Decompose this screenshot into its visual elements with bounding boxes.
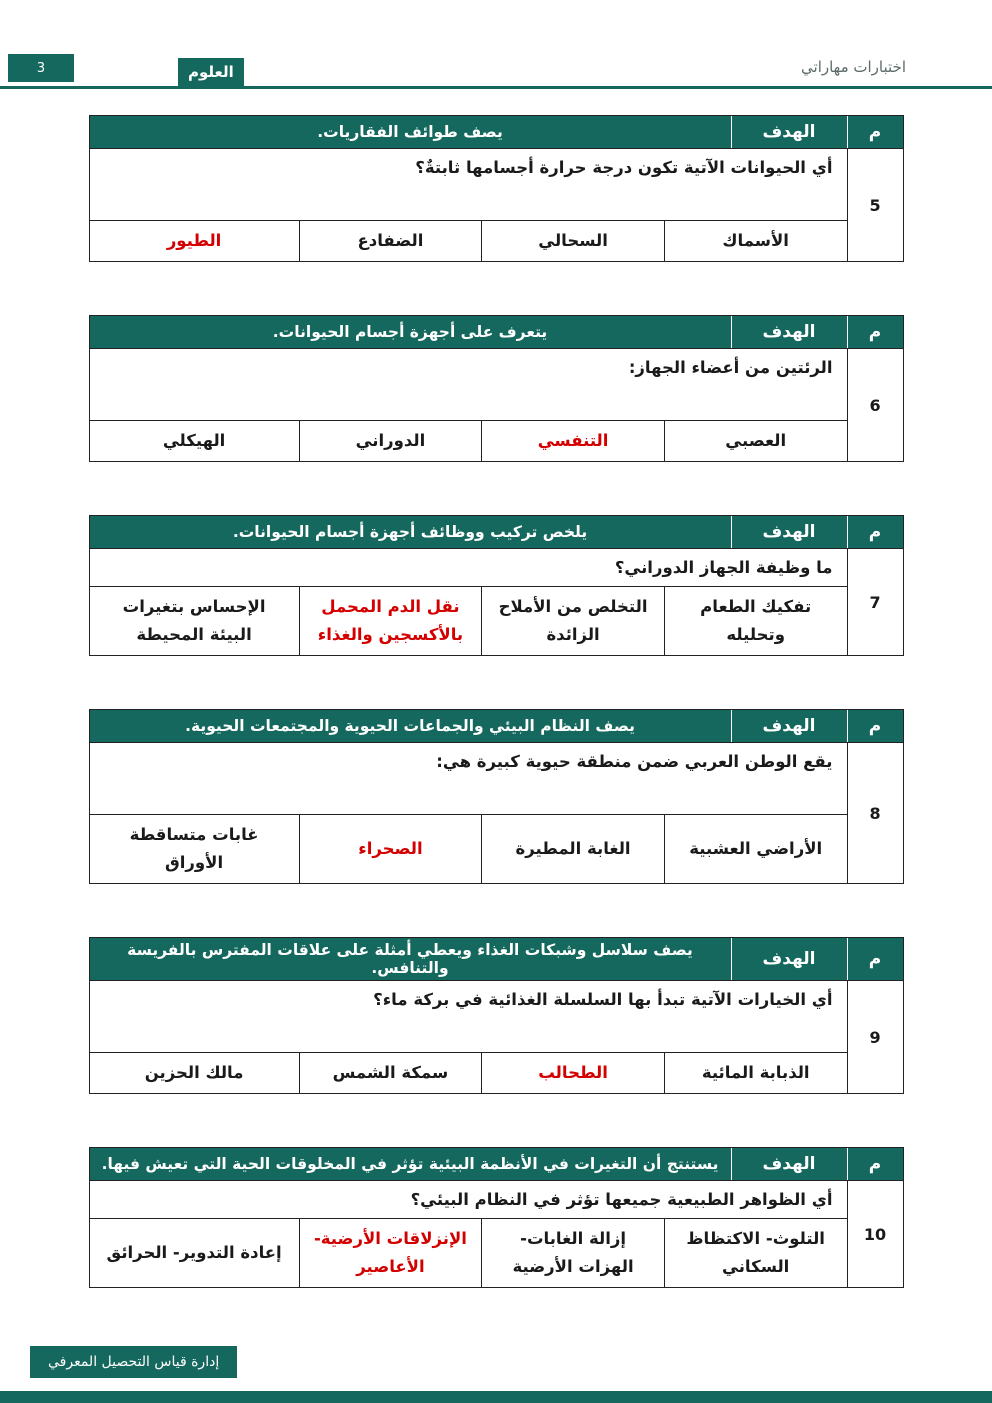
answer-option: إعادة التدوير- الحرائق [106, 1243, 282, 1263]
answer-option: التلوث- الاكتظاظ السكاني [664, 1219, 847, 1287]
question-number: 8 [847, 743, 903, 883]
table-header [90, 116, 903, 149]
table-header [90, 516, 903, 549]
objective-column-label: الهدف [731, 710, 847, 742]
objective-text: يستنتج أن التغيرات في الأنظمة البيئية تؤثر في المخلوقات الحية التي تعيش فيها. [101, 1155, 719, 1174]
page-number-badge: 3 [8, 54, 74, 82]
objective-text: يصف سلاسل وشبكات الغذاء ويعطي أمثلة على علاقات المفترس بالفريسة والتنافس. [127, 941, 693, 978]
number-column-label: م [847, 116, 903, 148]
objective-text: يصف النظام البيئي والجماعات الحيوية والمجتمعات الحيوية. [185, 717, 635, 736]
answer-option: إزالة الغابات- الهزات الأرضية [481, 1219, 664, 1287]
footer-badge: إدارة قياس التحصيل المعرفي [30, 1346, 237, 1378]
table-body [90, 743, 903, 883]
question-number: 6 [847, 349, 903, 461]
answer-option: الهيكلي [162, 431, 226, 451]
answer-option: الطحالب [481, 1053, 664, 1093]
table-body [90, 549, 903, 655]
objective-text: يلخص تركيب ووظائف أجهزة أجسام الحيوانات. [232, 523, 588, 542]
answer-option: الصحراء [299, 815, 482, 883]
question-table-8 [89, 709, 904, 884]
number-column-label: م [847, 710, 903, 742]
number-column-label: م [847, 938, 903, 980]
question-table-10 [89, 1147, 904, 1288]
table-header [90, 938, 903, 981]
answer-option: الإنزلاقات الأرضية- الأعاصير [299, 1219, 482, 1287]
objective-text: يصف طوائف الفقاريات. [317, 123, 503, 141]
answer-option: مالك الحزين [144, 1063, 244, 1083]
question-number: 10 [847, 1181, 903, 1287]
answer-option: غابات متساقطة الأوراق [129, 825, 259, 873]
question-text: أي الحيوانات الآتية تكون درجة حرارة أجسامها ثابتةٌ؟ [90, 149, 847, 221]
answer-option: الذبابة المائية [664, 1053, 847, 1093]
question-text: أي الظواهر الطبيعية جميعها تؤثر في النظام البيئي؟ [90, 1181, 847, 1219]
answer-option: سمكة الشمس [299, 1053, 482, 1093]
answer-option: الأسماك [664, 221, 847, 261]
objective-column-label: الهدف [731, 116, 847, 148]
table-header [90, 1148, 903, 1181]
table-body [90, 981, 903, 1093]
answer-option: التنفسي [481, 421, 664, 461]
header-title: اختبارات مهاراتي [801, 58, 906, 76]
objective-column-label: الهدف [731, 938, 847, 980]
answer-option: التخلص من الأملاح الزائدة [481, 587, 664, 655]
options-row [90, 587, 847, 655]
bottom-bar [0, 1391, 992, 1403]
number-column-label: م [847, 516, 903, 548]
objective-text: يتعرف على أجهزة أجسام الحيوانات. [272, 323, 548, 342]
table-header [90, 316, 903, 349]
answer-option: السحالي [481, 221, 664, 261]
objective-column-label: الهدف [731, 1148, 847, 1180]
answer-option: الضفادع [299, 221, 482, 261]
answer-option: الأراضي العشبية [664, 815, 847, 883]
subject-badge: العلوم [178, 58, 244, 86]
table-header [90, 710, 903, 743]
options-row [90, 1219, 847, 1287]
number-column-label: م [847, 316, 903, 348]
options-row [90, 221, 847, 261]
answer-option: تفكيك الطعام وتحليله [664, 587, 847, 655]
answer-option: الدوراني [299, 421, 482, 461]
question-text: يقع الوطن العربي ضمن منطقة حيوية كبيرة هي: [90, 743, 847, 815]
question-text: ما وظيفة الجهاز الدوراني؟ [90, 549, 847, 587]
page-header [0, 0, 992, 89]
table-body [90, 1181, 903, 1287]
question-text: الرئتين من أعضاء الجهاز: [90, 349, 847, 421]
number-column-label: م [847, 1148, 903, 1180]
objective-column-label: الهدف [731, 316, 847, 348]
question-text: أي الخيارات الآتية تبدأ بها السلسلة الغذائية في بركة ماء؟ [90, 981, 847, 1053]
table-body [90, 149, 903, 261]
question-number: 9 [847, 981, 903, 1093]
answer-option: الإحساس بتغيرات البيئة المحيطة [122, 597, 266, 645]
question-table-9 [89, 937, 904, 1094]
question-number: 5 [847, 149, 903, 261]
objective-column-label: الهدف [731, 516, 847, 548]
options-row [90, 815, 847, 883]
question-table-6 [89, 315, 904, 462]
answer-option: نقل الدم المحمل بالأكسجين والغذاء [299, 587, 482, 655]
question-number: 7 [847, 549, 903, 655]
answer-option: العصبي [664, 421, 847, 461]
answer-option: الطيور [166, 231, 222, 250]
options-row [90, 1053, 847, 1093]
answer-option: الغابة المطيرة [481, 815, 664, 883]
options-row [90, 421, 847, 461]
table-body [90, 349, 903, 461]
questions-area [89, 115, 904, 1288]
question-table-5 [89, 115, 904, 262]
question-table-7 [89, 515, 904, 656]
